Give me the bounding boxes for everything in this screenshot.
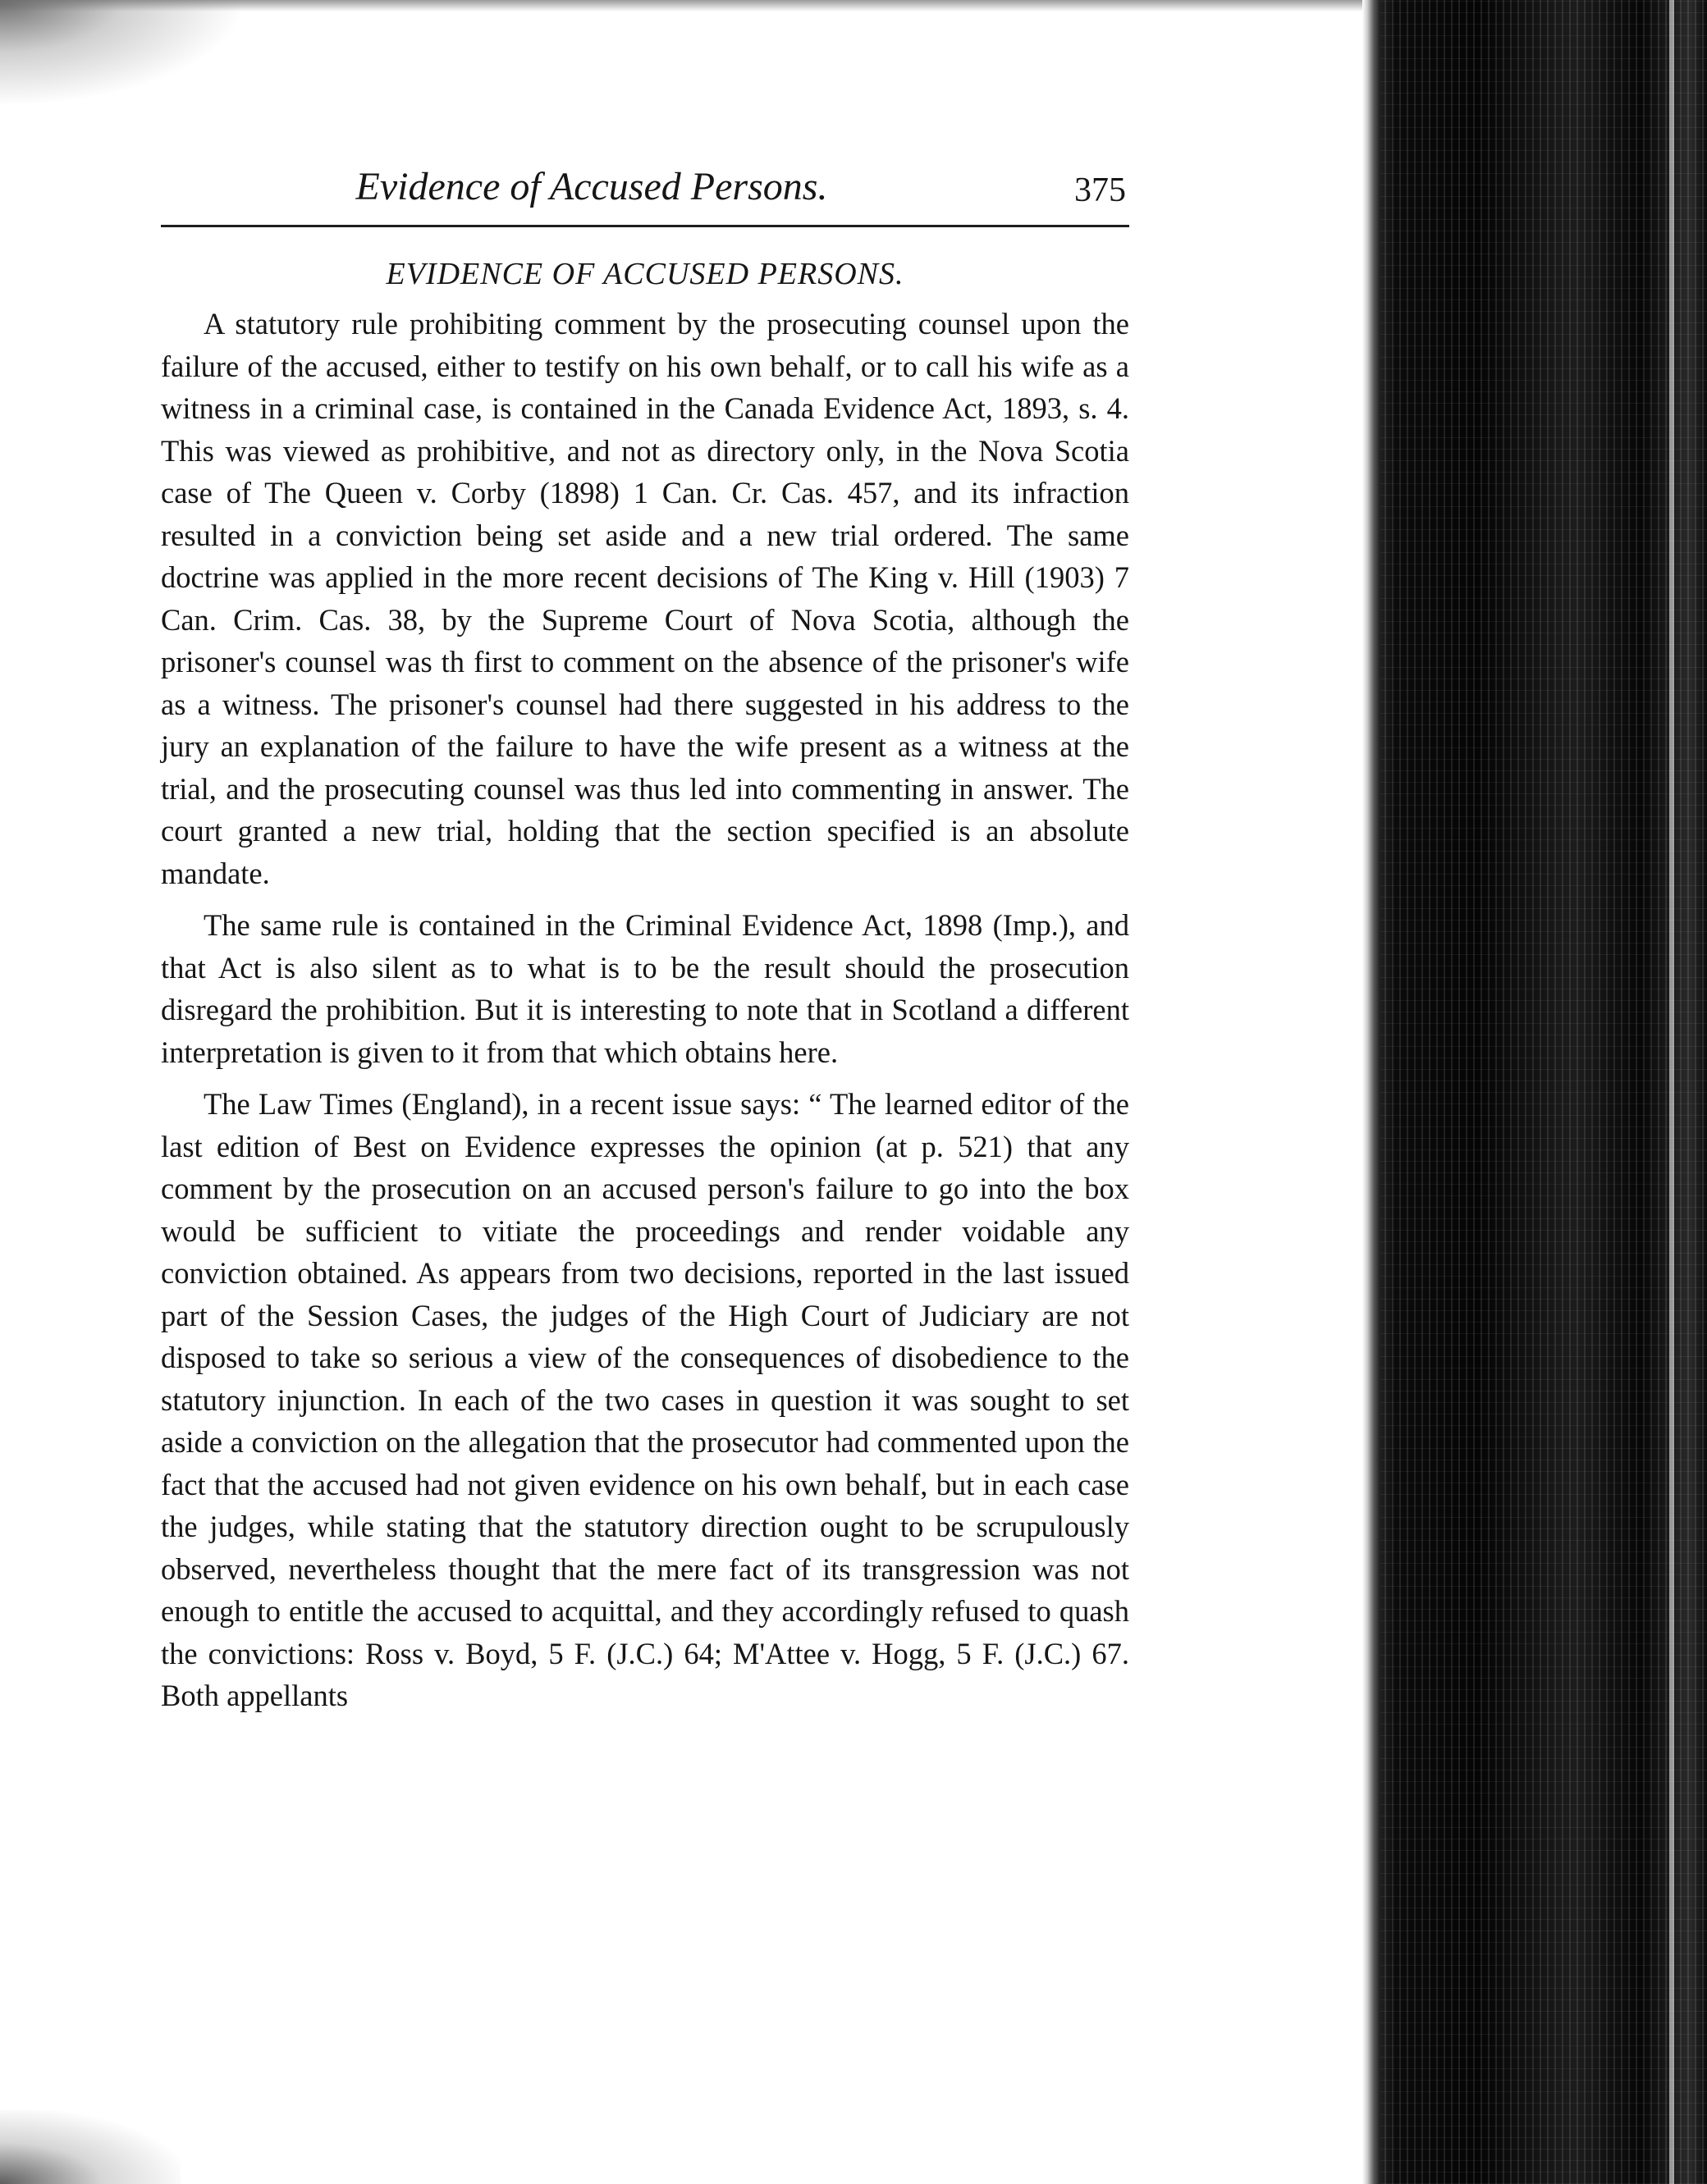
book-spine-edge — [1362, 0, 1707, 2184]
article-title: EVIDENCE OF ACCUSED PERSONS. — [386, 257, 904, 291]
header-rule — [161, 225, 1129, 227]
page-number: 375 — [1074, 171, 1126, 209]
running-head — [161, 161, 1129, 215]
body-paragraph: The same rule is contained in the Criminal Evidence Act, 1898 (Imp.), and that Act is also silent as to what is to be the result should the prosecution disregard the prohibition. But it is interesting to note that in Scotland a different interpretation is given to it from that which obtains here. — [161, 908, 1129, 1069]
body-paragraph: A statutory rule prohibiting comment by the prosecuting counsel upon the failure of the accused, either to testify on his own behalf, or to call his wife as a witness in a criminal case, is contained in the Canada Evidence Act, 1893, s. 4. This was viewed as prohibitive, and not as directory only, in the Nova Scotia case of The Queen v. Corby (1898) 1 Can. Cr. Cas. 457, and its infraction resulted in a conviction being set aside and a new trial ordered. The same doctrine was applied in the more recent decisions of The King v. Hill (1903) 7 Can. Crim. Cas. 38, by the Supreme Court of Nova Scotia, although the prisoner's counsel was th first to comment on the absence of the prisoner's wife as a witness. The prisoner's counsel had there suggested in his address to the jury an explanation of the failure to have the wife present as a witness at the trial, and the prosecuting counsel was thus led into commenting in answer. The court granted a new trial, holding that the section specified is an absolute mandate. — [161, 307, 1129, 890]
running-head-title: Evidence of Accused Persons. — [355, 165, 828, 208]
scan-corner-speckle — [0, 2110, 181, 2184]
book-page — [161, 161, 1129, 1727]
body-paragraph: The Law Times (England), in a recent issue says: “ The learned editor of the last edition of Best on Evidence expresses the opinion (at p. 521) that any comment by the prosecution on an accused person's failure to go into the box would be sufficient to vitiate the proceedings and render voidable any conviction obtained. As appears from two decisions, reported in the last issued part of the Session Cases, the judges of the High Court of Judiciary are not disposed to take so serious a view of the consequences of disobedience to the statutory injunction. In each of the two cases in question it was sought to set aside a conviction on the allegation that the prosecutor had commented upon the fact that the accused had not given evidence on his own behalf, but in each case the judges, while stating that the statutory direction ought to be scrupulously observed, nevertheless thought that the mere fact of its transgression was not enough to entitle the accused to acquittal, and they accordingly refused to quash the convictions: Ross v. Boyd, 5 F. (J.C.) 64; M'Attee v. Hogg, 5 F. (J.C.) 67. Both appellants — [161, 1087, 1129, 1712]
scan-corner-speckle — [0, 0, 246, 107]
